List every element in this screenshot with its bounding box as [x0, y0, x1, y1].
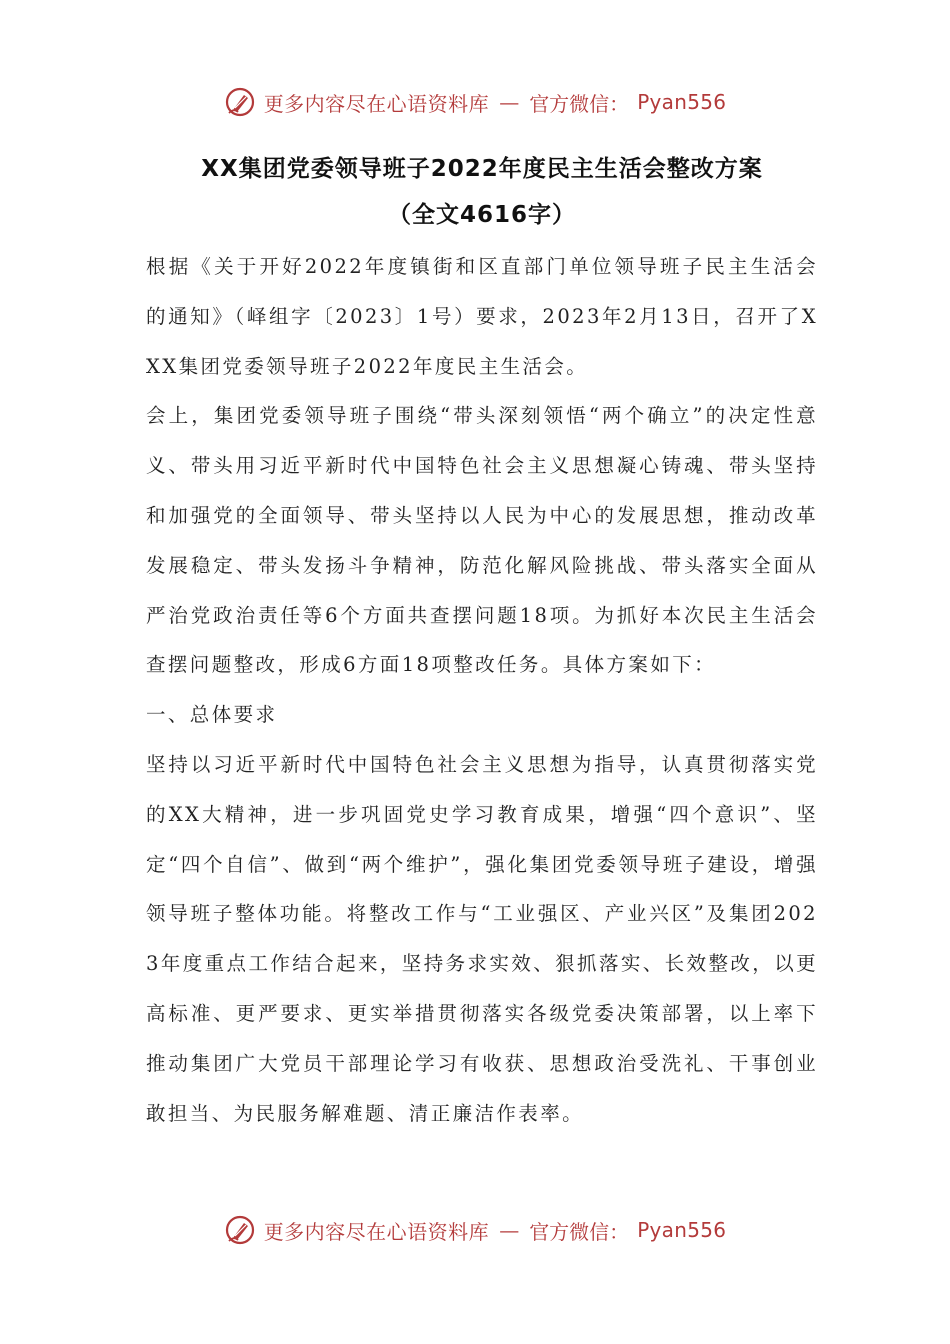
paragraph-meeting-summary: 会上，集团党委领导班子围绕“带头深刻领悟“两个确立”的决定性意义、带头用习近平新时代中国特色社会主义思想凝心铸魂、带头坚持和加强党的全面领导、带头坚持以人民为中心的发展思想，推动改革发展稳定、带头发扬斗争精神，防范化解风险挑战、带头落实全面从严治党政治责任等6个方面共查摆问题18项。为抓好本次民主生活会查摆问题整改，形成6方面18项整改任务。具体方案如下：: [146, 404, 818, 677]
paragraph-intro: 根据《关于开好2022年度镇街和区直部门单位领导班子民主生活会的通知》（峄组字〔2023〕1号）要求，2023年2月13日，召开了XXX集团党委领导班子2022年度民主生活会。: [146, 255, 818, 378]
pen-nib-logo-icon: [224, 1214, 256, 1246]
header-watermark-banner: [0, 82, 950, 122]
footer-watermark-banner: [0, 1210, 950, 1250]
document-title: XX集团党委领导班子2022年度民主生活会整改方案: [201, 156, 763, 182]
banner-dash: —: [499, 1218, 520, 1242]
banner-wechat-label: 官方微信：: [529, 1219, 630, 1244]
paragraph-general-requirements: 坚持以习近平新时代中国特色社会主义思想为指导，认真贯彻落实党的XX大精神，进一步巩固党史学习教育成果，增强“四个意识”、坚定“四个自信”、做到“两个维护”，强化集团党委领导班子建设，增强领导班子整体功能。将整改工作与“工业强区、产业兴区”及集团2023年度重点工作结合起来，坚持务求实效、狠抓落实、长效整改，以更高标准、更严要求、更实举措贯彻落实各级党委决策部署，以上率下推动集团广大党员干部理论学习有收获、思想政治受洗礼、干事创业敢担当、为民服务解难题、清正廉洁作表率。: [146, 752, 818, 1125]
banner-wechat-id: Pyan556: [637, 1218, 727, 1242]
section-heading-general-requirements: 一、总体要求: [146, 703, 278, 727]
document-body: [146, 146, 818, 1138]
banner-slogan: 更多内容尽在心语资料库: [263, 91, 490, 116]
banner-wechat-label: 官方微信：: [529, 91, 630, 116]
banner-dash: —: [499, 90, 520, 114]
document-subtitle: （全文4616字）: [387, 202, 576, 228]
pen-nib-logo-icon: [224, 86, 256, 118]
banner-slogan: 更多内容尽在心语资料库: [263, 1219, 490, 1244]
banner-wechat-id: Pyan556: [637, 90, 727, 114]
